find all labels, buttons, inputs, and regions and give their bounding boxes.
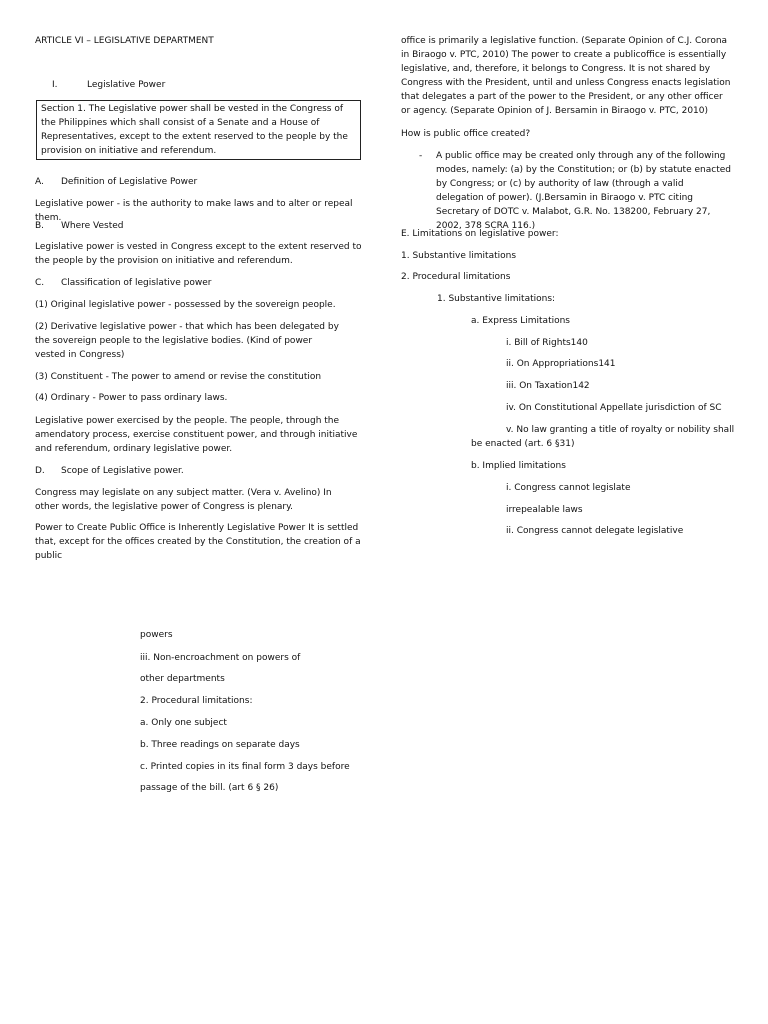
dash-bullet: - — [419, 151, 423, 161]
heading-a-title: Definition of Legislative Power — [61, 177, 198, 187]
limitations-heading: E. Limitations on legislative power: — [401, 229, 559, 239]
bullet-text: A public office may be created only through any of the following modes, namely: (a) by the Constitution; or (b) by statute enacted by Congress; or (c) by authority of law (through a valid delegation of power). (J.Bersamin in Biraogo v. PTC citing Secretary of DOTC v. Malabot, G.R. No. 138200, February 27, 2002, 378 SCRA 116.) — [436, 151, 731, 231]
public-office-paragraph: Power to Create Public Office is Inherently Legislative Power It is settled that, except for the offices created by the Constitution, the creation of a public — [35, 523, 361, 561]
bottom-line-4: 2. Procedural limitations: — [140, 696, 253, 706]
bottom-line-1: powers — [140, 630, 173, 640]
implied-limitations: b. Implied limitations — [471, 461, 566, 471]
bottom-line-2: iii. Non-encroachment on powers of — [140, 653, 301, 663]
heading-b-title: Where Vested — [61, 221, 124, 231]
classification-4: (4) Ordinary - Power to pass ordinary laws. — [35, 393, 228, 403]
express-item-iv: iv. On Constitutional Appellate jurisdiction of SC — [506, 403, 722, 413]
implied-item-i-cont: irrepealable laws — [506, 505, 583, 515]
section1-text: Section 1. The Legislative power shall be vested in the Congress of the Philippines which shall consist of a Senate and a House of Representatives, except to the extent reserved to the people by the provision on initiative and referendum. — [41, 104, 348, 156]
classification-3: (3) Constituent - The power to amend or revise the constitution — [35, 372, 322, 382]
heading-b-letter: B. — [35, 221, 45, 231]
express-item-iii: iii. On Taxation142 — [506, 381, 590, 391]
heading-d — [35, 464, 184, 478]
bottom-line-3: other departments — [140, 674, 225, 684]
express-item-ii: ii. On Appropriations141 — [506, 359, 616, 369]
bottom-line-5: a. Only one subject — [140, 718, 227, 728]
bullet-item — [419, 149, 734, 233]
express-item-i: i. Bill of Rights140 — [506, 338, 588, 348]
heading-c-letter: C. — [35, 278, 45, 288]
express-item-v-cont: be enacted (art. 6 §31) — [471, 439, 575, 449]
bottom-line-7: c. Printed copies in its final form 3 days before — [140, 762, 350, 772]
limitation-1: 1. Substantive limitations — [401, 251, 517, 261]
heading-a-letter: A. — [35, 177, 44, 187]
heading-a — [35, 175, 197, 189]
heading-b — [35, 219, 124, 233]
express-item-v: v. No law granting a title of royalty or nobility shall — [506, 425, 735, 435]
limitation-2: 2. Procedural limitations — [401, 272, 511, 282]
implied-item-ii: ii. Congress cannot delegate legislative — [506, 526, 684, 536]
where-vested-text: Legislative power is vested in Congress except to the extent reserved to the people by the provision on initiative and referendum. — [35, 242, 362, 266]
classification-paragraph: Legislative power exercised by the people. The people, through the amendatory process, exercise constituent power, and through initiative and referendum, ordinary legislative power. — [35, 416, 358, 454]
public-office-continued: office is primarily a legislative function. (Separate Opinion of C.J. Corona in Biraogo v. PTC, 2010) The power to create a publicoffice is essentially legislative, and, therefore, it belongs to Congress. It is not shared by Congress with the President, until and unless Congress enacts legislation that delegates a part of the power to the President, or any other officer or agency. (Separate Opinion of J. Bersamin in Biraogo v. PTC, 2010) — [401, 36, 731, 116]
implied-item-i: i. Congress cannot legislate — [506, 483, 631, 493]
bottom-line-8: passage of the bill. (art 6 § 26) — [140, 783, 279, 793]
section-heading-roman — [52, 78, 165, 92]
section1-box — [36, 100, 361, 160]
heading-c — [35, 276, 211, 290]
scope-text: Congress may legislate on any subject matter. (Vera v. Avelino) In other words, the legislative power of Congress is plenary. — [35, 488, 332, 512]
heading-d-letter: D. — [35, 466, 45, 476]
heading-c-title: Classification of legislative power — [61, 278, 212, 288]
heading-d-title: Scope of Legislative power. — [61, 466, 184, 476]
express-limitations: a. Express Limitations — [471, 316, 570, 326]
definition-text: Legislative power - is the authority to make laws and to alter or repeal them. — [35, 199, 353, 223]
substantive-heading: 1. Substantive limitations: — [437, 294, 556, 304]
roman-numeral: I. — [52, 80, 58, 90]
question-text: How is public office created? — [401, 129, 531, 139]
roman-heading-title: Legislative Power — [87, 80, 166, 90]
bottom-line-6: b. Three readings on separate days — [140, 740, 300, 750]
article-title: ARTICLE VI – LEGISLATIVE DEPARTMENT — [35, 36, 214, 46]
classification-1: (1) Original legislative power - possessed by the sovereign people. — [35, 300, 336, 310]
classification-2: (2) Derivative legislative power - that which has been delegated by the sovereign people to the legislative bodies. (Kind of power vested in Congress) — [35, 322, 339, 360]
